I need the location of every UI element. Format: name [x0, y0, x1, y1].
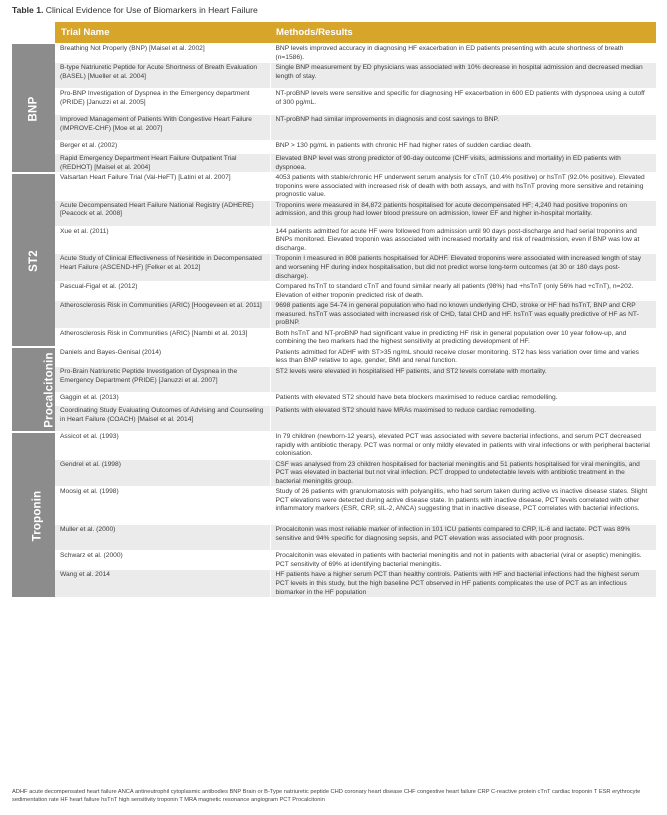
group-label: Troponin: [31, 490, 44, 541]
methods-results-cell: Study of 26 patients with granulomatosis with polyangiitis, who had serum taken during active vs inactive disease states. Slight PCT elevations were detected during active disease state. In patients with inactive disease, PCT levels correlated with other inflammatory markers (ESR, CRP, sIL-2, ANCA) suggesting that in inactive disease, PCT correlates with bacterial infections.: [270, 487, 656, 525]
group-label-cell: [12, 432, 55, 598]
table-row: [12, 347, 656, 366]
table-row: [12, 570, 656, 598]
trial-name-cell: Muller et al. (2000): [55, 525, 270, 551]
table-row: [12, 89, 656, 115]
methods-results-cell: Procalcitonin was most reliable marker of infection in 101 ICU patients compared to CRP, IL-6 and lactate. PCT was 89% sensitive and 94% specific for diagnosing sepsis, and PCT elevation was associated with poor prognosis.: [270, 525, 656, 551]
trial-name-cell: Gaggin et al. (2013): [55, 393, 270, 406]
trial-name-cell: Coordinating Study Evaluating Outcomes of Advising and Counseling in Heart Failure (COACH) [Maisel et al. 2014]: [55, 406, 270, 432]
trial-name-cell: Wang et al. 2014: [55, 570, 270, 598]
methods-results-cell: CSF was analysed from 23 children hospitalised for bacterial meningitis and 51 patients hospitalised for viral meningitis, and PCT was elevated in bacterial but not viral infection. PCT dropped to undetectable levels with antibiotic treatment in the bacterial meningitis group.: [270, 459, 656, 487]
header-methods-results: Methods/Results: [270, 22, 656, 44]
trial-name-cell: Atherosclerosis Risk in Communities (ARIC) [Nambi et al. 2013]: [55, 328, 270, 347]
methods-results-cell: Procalcitonin was elevated in patients with bacterial meningitis and not in patients with abacterial (viral or aseptic) meningitis. PCT sensitivity of 69% at identifying bacterial meningitis.: [270, 551, 656, 570]
methods-results-cell: Both hsTnT and NT-proBNP had significant value in predicting HF risk in general population over 10 year follow-up, and combining the two markers had the highest sensitivity at predicting development of HF.: [270, 328, 656, 347]
table-row: [12, 173, 656, 201]
table-row: [12, 63, 656, 89]
table-row: [12, 115, 656, 141]
methods-results-cell: Patients with elevated ST2 should have beta blockers maximised to reduce cardiac remodelling.: [270, 393, 656, 406]
methods-results-cell: In 79 children (newborn-12 years), elevated PCT was associated with severe bacterial infections, and serum PCT decreased rapidly with antibiotic therapy. PCT was normal or only mildly elevated in patients with viral infections or with peripheral bacterial colonisation.: [270, 432, 656, 460]
table-footnote: ADHF acute decompensated heart failure ANCA antineutrophil cytoplasmic antibodies BNP Brain or B-Type natriuretic peptide CHD coronary heart disease CHF congestive heart failure CRP C-reactive protein cTnT cardiac troponin T ESR erythrocyte sedimentation rate HF heart failure hsTnT high sensitivity troponin T MRA magnetic resonance angiogram PCT Procalcitonin: [12, 789, 641, 803]
trial-name-cell: Gendrel et al. (1998): [55, 459, 270, 487]
trial-name-cell: Improved Management of Patients With Congestive Heart Failure (IMPROVE-CHF) [Moe et al. 2007]: [55, 115, 270, 141]
trial-name-cell: Moosig et al. (1998): [55, 487, 270, 525]
methods-results-cell: Troponins were measured in 84,872 patients hospitalised for acute decompensated HF; 4,240 had positive troponins on admission, and this group had lower blood pressure on admission, lower EF and higher in-hospital mortality.: [270, 200, 656, 226]
table-row: [12, 226, 656, 254]
methods-results-cell: HF patients have a higher serum PCT than healthy controls. Patients with HF and bacterial infections had the highest serum PCT levels in this study, but the high baseline PCT observed in HF patients complicates the use of PCT as an infectious biomarker in the HF population: [270, 570, 656, 598]
table-row: [12, 301, 656, 329]
table-row: [12, 154, 656, 173]
table-body: [12, 44, 656, 598]
group-label-cell: [12, 347, 55, 431]
group-label: BNP: [27, 96, 40, 122]
table-row: [12, 367, 656, 393]
methods-results-cell: Patients with elevated ST2 should have MRAs maximised to reduce cardiac remodelling.: [270, 406, 656, 432]
methods-results-cell: Troponin I measured in 808 patients hospitalised for ADHF. Elevated troponins were associated with increased length of stay and worsening HF during index hospitalisation, but did not predict worse long-term outcomes (at 30 or 180 days post-discharge).: [270, 254, 656, 282]
biomarker-evidence-table: [12, 22, 656, 599]
group-label: ST2: [27, 250, 40, 272]
trial-name-cell: Pascual-Figal et al. (2012): [55, 282, 270, 301]
methods-results-cell: BNP levels improved accuracy in diagnosing HF exacerbation in ED patients presenting with acute shortness of breath (n=1586).: [270, 44, 656, 63]
table-row: [12, 393, 656, 406]
trial-name-cell: Rapid Emergency Department Heart Failure Outpatient Trial (REDHOT) [Maisel et al. 2004]: [55, 154, 270, 173]
trial-name-cell: Breathing Not Properly (BNP) [Maisel et al. 2002]: [55, 44, 270, 63]
methods-results-cell: Patients admitted for ADHF with ST>35 ng/mL should receive closer monitoring. ST2 has less variation over time and varies less than BNP relative to age, gender, BMI and renal function.: [270, 347, 656, 366]
table-caption: [12, 5, 258, 15]
table-row: [12, 200, 656, 226]
trial-name-cell: Berger et al. (2002): [55, 141, 270, 154]
trial-name-cell: Assicot et al. (1993): [55, 432, 270, 460]
table-row: [12, 459, 656, 487]
methods-results-cell: 144 patients admitted for acute HF were followed from admission until 90 days post-discharge and had serial troponins and BNPs monitored. Elevated troponin was associated with increased mortality and risk of readmission, even if BNP was low at discharge.: [270, 226, 656, 254]
table-row: [12, 141, 656, 154]
header-blank-cell: [12, 22, 55, 44]
table-row: [12, 254, 656, 282]
caption-label: Table 1.: [12, 5, 44, 15]
trial-name-cell: Acute Decompensated Heart Failure National Registry (ADHERE) [Peacock et al. 2008]: [55, 200, 270, 226]
methods-results-cell: Compared hsTnT to standard cTnT and found similar nearly all patients (98%) had +hsTnT (only 56% had +cTnT), n=202. Elevation of either troponin predicted risk of death.: [270, 282, 656, 301]
table-row: [12, 406, 656, 432]
group-label-cell: [12, 173, 55, 348]
methods-results-cell: ST2 levels were elevated in hospitalised HF patients, and ST2 levels correlate with mortality.: [270, 367, 656, 393]
trial-name-cell: Schwarz et al. (2000): [55, 551, 270, 570]
methods-results-cell: NT-proBNP levels were sensitive and specific for diagnosing HF exacerbation in 600 ED patients with dyspnoea using a cutoff of 300 pg/mL.: [270, 89, 656, 115]
methods-results-cell: 4053 patients with stable/chronic HF underwent serum analysis for cTnT (10.4% positive) or hsTnT (92.0% positive). Elevated troponins were associated with increased risk of death with both assays, and with hsTnT proving more sensitive and retaining prognostic value.: [270, 173, 656, 201]
table-row: [12, 551, 656, 570]
trial-name-cell: Valsartan Heart Failure Trial (Val-HeFT) [Latini et al. 2007]: [55, 173, 270, 201]
table-row: [12, 432, 656, 460]
caption-title: Clinical Evidence for Use of Biomarkers in Heart Failure: [45, 5, 258, 15]
trial-name-cell: B-type Natriuretic Peptide for Acute Shortness of Breath Evaluation (BASEL) [Mueller et al. 2004]: [55, 63, 270, 89]
methods-results-cell: NT-proBNP had similar improvements in diagnosis and cost savings to BNP.: [270, 115, 656, 141]
trial-name-cell: Pro-BNP Investigation of Dyspnea in the Emergency department (PRIDE) [Januzzi et al. 2005]: [55, 89, 270, 115]
trial-name-cell: Atherosclerosis Risk in Communities (ARIC) [Hoogeveen et al. 2011]: [55, 301, 270, 329]
table-row: [12, 328, 656, 347]
methods-results-cell: 9698 patients age 54-74 in general population who had no known underlying CHD, stroke or HF had hsTnT, BNP and CRP measured. hsTnT was associated with increased risk of CHD, fatal CHD and HF. hsTnT was equally predictive of HF as NT-proBNP.: [270, 301, 656, 329]
header-trial-name: Trial Name: [55, 22, 270, 44]
trial-name-cell: Pro-Brain Natriuretic Peptide Investigation of Dyspnea in the Emergency Department (PRIDE) [Januzzi et al. 2007]: [55, 367, 270, 393]
methods-results-cell: BNP > 130 pg/mL in patients with chronic HF had higher rates of sudden cardiac death.: [270, 141, 656, 154]
table-row: [12, 282, 656, 301]
table-header-row: [12, 22, 656, 44]
methods-results-cell: Elevated BNP level was strong predictor of 90-day outcome (CHF visits, admissions and mortality) in ED patients with dyspnoea.: [270, 154, 656, 173]
table-row: [12, 44, 656, 63]
trial-name-cell: Daniels and Bayes-Genisal (2014): [55, 347, 270, 366]
group-label: Procalcitonin: [43, 352, 56, 429]
trial-name-cell: Xue et al. (2011): [55, 226, 270, 254]
table-row: [12, 525, 656, 551]
table-row: [12, 487, 656, 525]
group-label-cell: [12, 44, 55, 173]
methods-results-cell: Single BNP measurement by ED physicians was associated with 10% decrease in hospital admission and decreased median length of stay.: [270, 63, 656, 89]
trial-name-cell: Acute Study of Clinical Effectiveness of Nesiritide in Decompensated Heart Failure (ASCEND-HF) [Felker et al. 2012]: [55, 254, 270, 282]
